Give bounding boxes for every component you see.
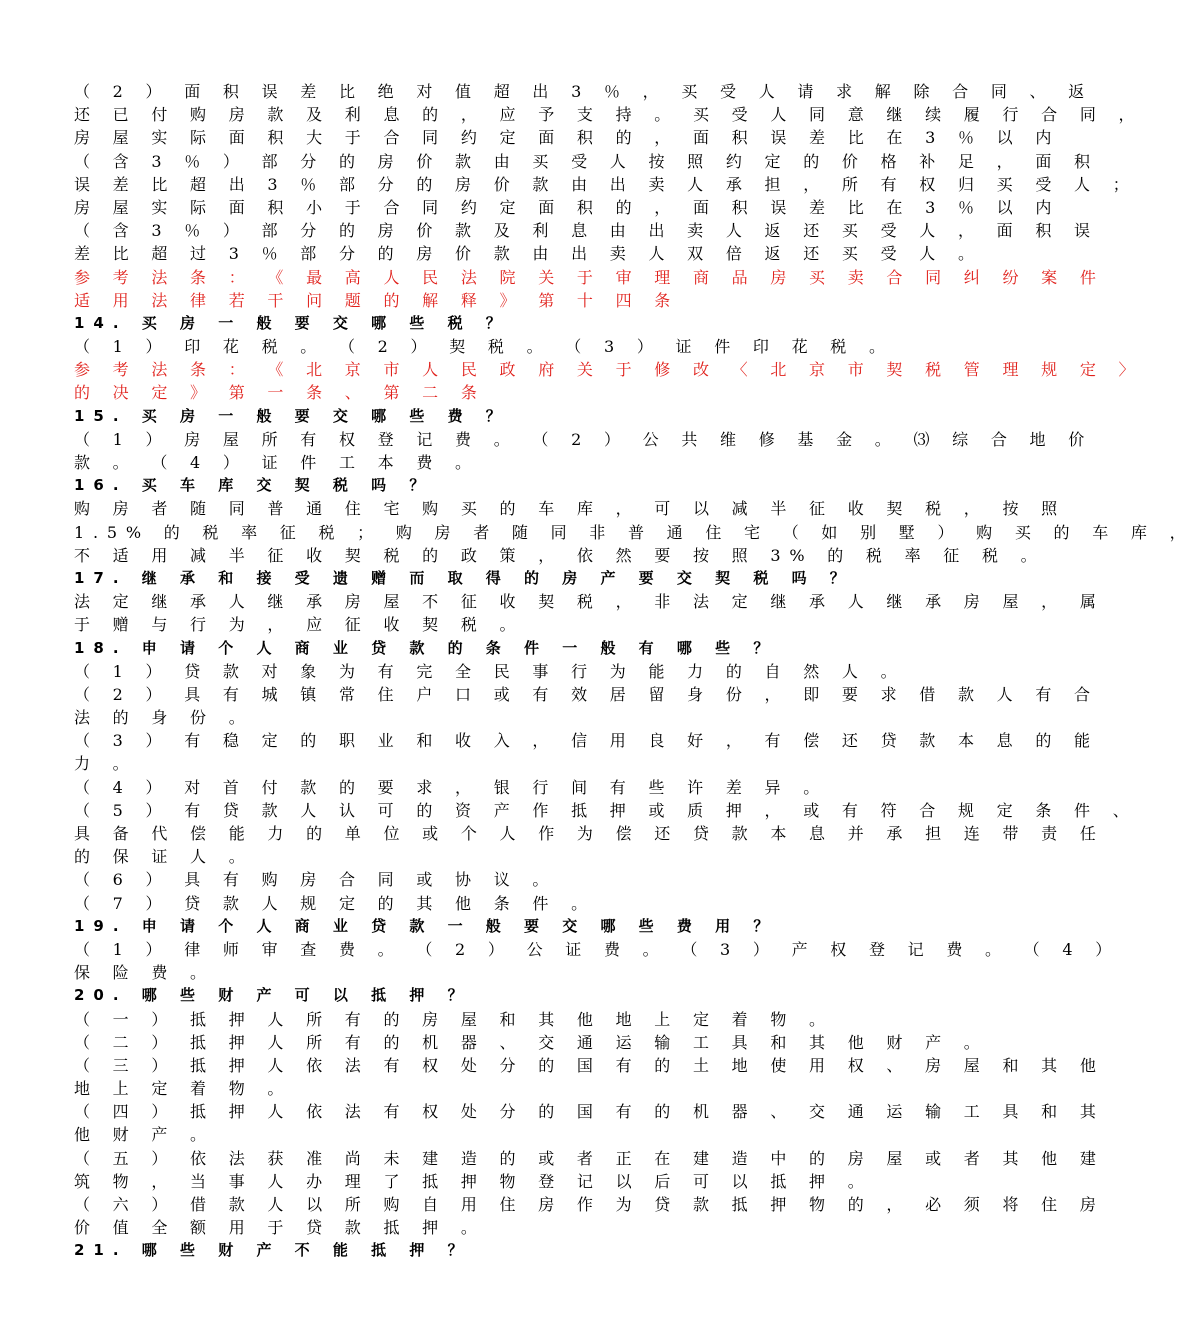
body-line: （ 含 3 ％ ） 部 分 的 房 价 款 由 买 受 人 按 照 约 定 的 价 格 补 足 ， 面 积 xyxy=(74,151,1099,171)
body-line: 差 比 超 过 3 ％ 部 分 的 房 价 款 由 出 卖 人 双 倍 返 还 买 受 人 。 xyxy=(74,244,983,264)
body-line: （ 3 ） 有 稳 定 的 职 业 和 收 入 ， 信 用 良 好 ， 有 偿 还 贷 款 本 息 的 能 xyxy=(74,731,1099,751)
body-line: （ 二 ） 抵 押 人 所 有 的 机 器 、 交 通 运 输 工 具 和 其 他 财 产 。 xyxy=(74,1032,989,1052)
section-heading: 17. 继 承 和 接 受 遗 赠 而 取 得 的 房 产 要 交 契 税 吗 ？ xyxy=(74,568,854,587)
body-line: （ 四 ） 抵 押 人 依 法 有 权 处 分 的 国 有 的 机 器 、 交 通 运 输 工 具 和 其 xyxy=(74,1102,1105,1122)
body-line: （ 1 ） 印 花 税 。 （ 2 ） 契 税 。 （ 3 ） 证 件 印 花 税 。 xyxy=(74,337,894,357)
section-heading: 18. 申 请 个 人 商 业 贷 款 的 条 件 一 般 有 哪 些 ？ xyxy=(74,638,778,657)
body-line: （ 4 ） 对 首 付 款 的 要 求 ， 银 行 间 有 些 许 差 异 。 xyxy=(74,777,829,797)
body-line: （ 五 ） 依 法 获 准 尚 未 建 造 的 或 者 正 在 建 造 中 的 房 屋 或 者 其 他 建 xyxy=(74,1148,1105,1168)
body-line: 保 险 费 。 xyxy=(74,963,215,983)
body-line: （ 含 3 ％ ） 部 分 的 房 价 款 及 利 息 由 出 卖 人 返 还 买 受 人 ， 面 积 误 xyxy=(74,221,1099,241)
section-heading: 19. 申 请 个 人 商 业 贷 款 一 般 要 交 哪 些 费 用 ？ xyxy=(74,916,778,935)
body-line: 的 保 证 人 。 xyxy=(74,847,254,867)
body-line: （ 2 ） 具 有 城 镇 常 住 户 口 或 有 效 居 留 身 份 ， 即 要 求 借 款 人 有 合 xyxy=(74,684,1099,704)
body-line: （ 5 ） 有 贷 款 人 认 可 的 资 产 作 抵 押 或 质 押 ， 或 有 符 合 规 定 条 件 、 xyxy=(74,800,1138,820)
body-line: 他 财 产 。 xyxy=(74,1125,215,1145)
body-line: 于 赠 与 行 为 ， 应 征 收 契 税 。 xyxy=(74,615,525,635)
body-line: 具 备 代 偿 能 力 的 单 位 或 个 人 作 为 偿 还 贷 款 本 息 并 承 担 连 带 责 任 xyxy=(74,824,1105,843)
section-heading: 16. 买 车 库 交 契 税 吗 ？ xyxy=(74,476,434,495)
body-line: （ 1 ） 律 师 审 查 费 。 （ 2 ） 公 证 费 。 （ 3 ） 产 权 登 记 费 。 （ 4 ） xyxy=(74,939,1121,959)
body-line: （ 7 ） 贷 款 人 规 定 的 其 他 条 件 。 xyxy=(74,893,596,913)
body-line: 房 屋 实 际 面 积 大 于 合 同 约 定 面 积 的 ， 面 积 误 差 比 在 3 ％ 以 内 xyxy=(74,128,1061,148)
body-line: 不 适 用 减 半 征 收 契 税 的 政 策 ， 依 然 要 按 照 3% 的 税 率 征 税 。 xyxy=(74,545,1046,565)
body-line: （ 一 ） 抵 押 人 所 有 的 房 屋 和 其 他 地 上 定 着 物 。 xyxy=(74,1009,834,1029)
body-line: （ 六 ） 借 款 人 以 所 购 自 用 住 房 作 为 贷 款 抵 押 物 的 ， 必 须 将 住 房 xyxy=(74,1195,1105,1214)
body-line: 房 屋 实 际 面 积 小 于 合 同 约 定 面 积 的 ， 面 积 误 差 比 在 3 ％ 以 内 xyxy=(74,197,1061,217)
body-line: 误 差 比 超 出 3 ％ 部 分 的 房 价 款 由 出 卖 人 承 担 ， 所 有 权 归 买 受 人 ； xyxy=(74,174,1138,194)
body-line: 力 。 xyxy=(74,754,138,774)
body-line: 还 已 付 购 房 款 及 利 息 的 ， 应 予 支 持 。 买 受 人 同 意 继 续 履 行 合 同 ， xyxy=(74,105,1144,125)
reference-line: 适 用 法 律 若 干 问 题 的 解 释 》 第 十 四 条 xyxy=(74,290,680,310)
section-heading: 15. 买 房 一 般 要 交 哪 些 费 ？ xyxy=(74,406,510,425)
body-line: 地 上 定 着 物 。 xyxy=(74,1079,293,1099)
reference-line: 参 考 法 条 ： 《 最 高 人 民 法 院 关 于 审 理 商 品 房 买 卖 合 同 纠 纷 案 件 xyxy=(74,267,1105,287)
reference-line: 参 考 法 条 ： 《 北 京 市 人 民 政 府 关 于 修 改 〈 北 京 市 契 税 管 理 规 定 〉 xyxy=(74,360,1144,380)
document-page xyxy=(74,80,1194,1263)
section-heading: 14. 买 房 一 般 要 交 哪 些 税 ？ xyxy=(74,313,510,332)
body-line: 筑 物 ， 当 事 人 办 理 了 抵 押 物 登 记 以 后 可 以 抵 押 。 xyxy=(74,1171,873,1191)
body-line: 款 。 （ 4 ） 证 件 工 本 费 。 xyxy=(74,453,480,472)
body-line: 1.5% 的 税 率 征 税 ； 购 房 者 随 同 非 普 通 住 宅 （ 如 别 墅 ） 购 买 的 车 库 ， xyxy=(74,522,1194,542)
body-line: 法 的 身 份 。 xyxy=(74,708,254,728)
body-line: （ 1 ） 房 屋 所 有 权 登 记 费 。 （ 2 ） 公 共 维 修 基 金 。 ⑶ 综 合 地 价 xyxy=(74,429,1093,449)
body-line: 法 定 继 承 人 继 承 房 屋 不 征 收 契 税 ， 非 法 定 继 承 人 继 承 房 屋 ， 属 xyxy=(74,592,1105,612)
body-line: （ 6 ） 具 有 购 房 合 同 或 协 议 。 xyxy=(74,870,558,890)
body-line: （ 1 ） 贷 款 对 象 为 有 完 全 民 事 行 为 能 力 的 自 然 人 。 xyxy=(74,661,906,681)
reference-line: 的 决 定 》 第 一 条 、 第 二 条 xyxy=(74,383,486,403)
body-line: 购 房 者 随 同 普 通 住 宅 购 买 的 车 库 ， 可 以 减 半 征 收 契 税 ， 按 照 xyxy=(74,499,1066,519)
body-line: （ 三 ） 抵 押 人 依 法 有 权 处 分 的 国 有 的 土 地 使 用 权 、 房 屋 和 其 他 xyxy=(74,1055,1105,1075)
body-line: （ 2 ） 面 积 误 差 比 绝 对 值 超 出 3 ％ ， 买 受 人 请 求 解 除 合 同 、 返 xyxy=(74,82,1093,101)
section-heading: 20. 哪 些 财 产 可 以 抵 押 ？ xyxy=(74,986,472,1005)
body-line: 价 值 全 额 用 于 贷 款 抵 押 。 xyxy=(74,1218,486,1238)
section-heading: 21. 哪 些 财 产 不 能 抵 押 ？ xyxy=(74,1241,472,1260)
